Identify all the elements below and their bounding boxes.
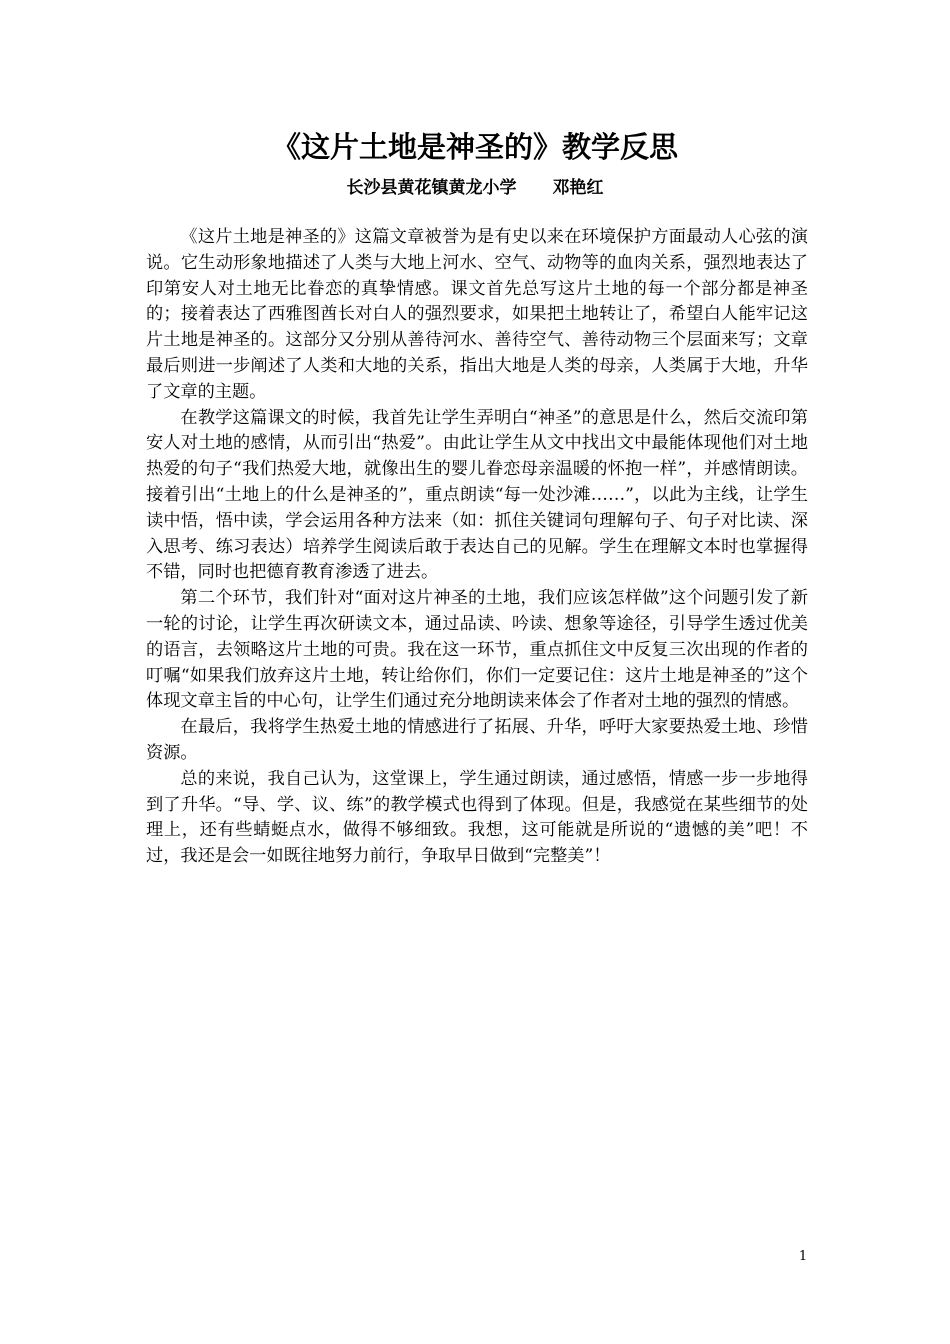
paragraph-1: 《这片土地是神圣的》这篇文章被誉为是有史以来在环境保护方面最动人心弦的演说。它生动形象地描述了人类与大地上河水、空气、动物等的血肉关系，强烈地表达了印第安人对土地无比眷恋的真挚情感。课文首先总写这片土地的每一个部分都是神圣的；接着表达了西雅图酋长对白人的强烈要求，如果把土地转让了，希望白人能牢记这片土地是神圣的。这部分又分别从善待河水、善待空气、善待动物三个层面来写；文章最后则进一步阐述了人类和大地的关系，指出大地是人类的母亲，人类属于大地，升华了文章的主题。 <box>146 227 808 402</box>
paragraph-5: 总的来说，我自己认为，这堂课上，学生通过朗读，通过感悟，情感一步一步地得到了升华。“导、学、议、练”的教学模式也得到了体现。但是，我感觉在某些细节的处理上，还有些蜻蜓点水，做得不够细致。我想，这可能就是所说的“遗憾的美”吧！不过，我还是会一如既往地努力前行，争取早日做到“完整美”！ <box>146 768 808 867</box>
author-name: 邓艳红 <box>552 178 604 198</box>
school-name: 长沙县黄花镇黄龙小学 <box>346 178 517 198</box>
document-title: 《这片土地是神圣的》教学反思 <box>271 130 678 164</box>
page-number: 1 <box>798 1249 808 1264</box>
byline <box>0 176 950 200</box>
paragraph-4: 在最后，我将学生热爱土地的情感进行了拓展、升华，呼吁大家要热爱土地、珍惜资源。 <box>146 717 808 763</box>
paragraph-2: 在教学这篇课文的时候，我首先让学生弄明白“神圣”的意思是什么，然后交流印第安人对土地的感情，从而引出“热爱”。由此让学生从文中找出文中最能体现他们对土地热爱的句子“我们热爱大地，就像出生的婴儿眷恋母亲温暖的怀抱一样”，并感情朗读。接着引出“土地上的什么是神圣的”，重点朗读“每一处沙滩……”，以此为主线，让学生读中悟，悟中读，学会运用各种方法来（如：抓住关键词句理解句子、句子对比读、深入思考、练习表达）培养学生阅读后敢于表达自己的见解。学生在理解文本时也掌握得不错，同时也把德育教育渗透了进去。 <box>146 407 808 583</box>
document-body <box>146 225 808 870</box>
paragraph-3: 第二个环节，我们针对“面对这片神圣的土地，我们应该怎样做”这个问题引发了新一轮的讨论，让学生再次研读文本，通过品读、吟读、想象等途径，引导学生透过优美的语言，去领略这片土地的可贵。我在这一环节，重点抓住文中反复三次出现的作者的叮嘱“如果我们放弃这片土地，转让给你们，你们一定要记住：这片土地是神圣的”这个体现文章主旨的中心句，让学生们通过充分地朗读来体会了作者对土地的强烈的情感。 <box>146 588 808 712</box>
